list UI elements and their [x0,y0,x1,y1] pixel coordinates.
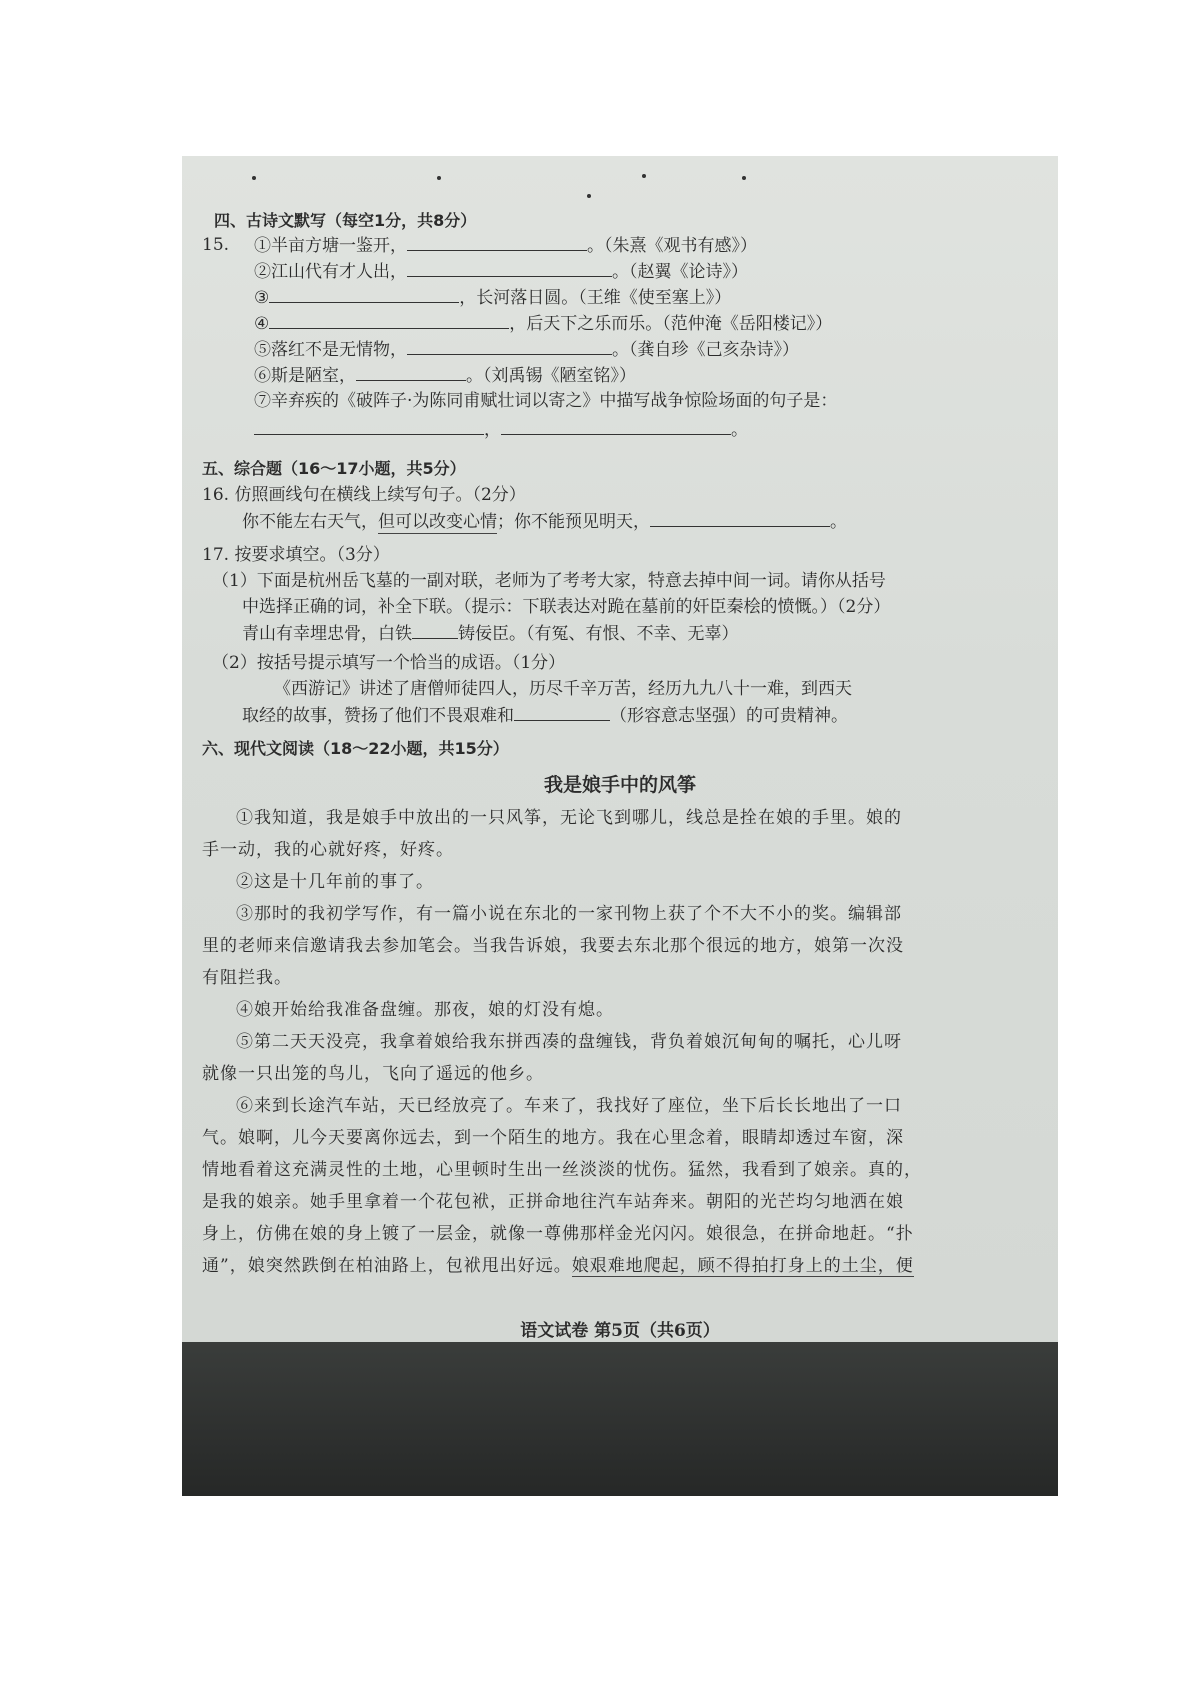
poem-item-7: ⑦辛弃疾的《破阵子·为陈同甫赋壮词以寄之》中描写战争惊险场面的句子是： [254,391,838,411]
article-line: 气。娘啊，儿今天要离你远去，到一个陌生的地方。我在心里念着，眼睛却透过车窗，深 [202,1128,904,1148]
speck [742,176,746,180]
article-body [202,802,1032,1282]
speck [642,174,646,178]
answer-blank[interactable] [650,510,830,527]
question-17: 17. 按要求填空。（3分） [202,545,390,565]
question-17-2-line-1: （2）按括号提示填写一个恰当的成语。（1分） [212,653,566,673]
answer-blank[interactable] [514,704,610,721]
poem-item-7-answer-line: ， 。 [254,418,748,441]
section-4-header: 四、古诗文默写（每空1分，共8分） [214,211,477,230]
article-line: 里的老师来信邀请我去参加笔会。当我告诉娘，我要去东北那个很远的地方，娘第一次没 [202,936,904,956]
answer-blank[interactable] [269,286,459,303]
underlined-sentence: 娘艰难地爬起，顾不得拍打身上的土尘，便 [571,1256,914,1276]
speck [437,176,441,180]
question-17-2-line-2: 《西游记》讲述了唐僧师徒四人，历尽千辛万苦，经历九九八十一难，到西天 [274,679,852,699]
poem-item-1: ①半亩方塘一鉴开， 。（朱熹《观书有感》） [254,236,757,256]
article-line: 手一动，我的心就好疼，好疼。 [202,840,454,860]
question-17-2-line-3: 取经的故事，赞扬了他们不畏艰难和 （形容意志坚强）的可贵精神。 [242,706,848,726]
exam-sheet [182,156,1058,1342]
poem-item-5: ⑤落红不是无情物， 。（龚自珍《己亥杂诗》） [254,340,799,360]
question-17-1-line-1: （1）下面是杭州岳飞墓的一副对联，老师为了考考大家，特意去掉中间一词。请你从括号 [212,571,886,591]
article-title: 我是娘手中的风筝 [543,774,696,796]
section-5-header: 五、综合题（16～17小题，共5分） [202,459,466,478]
article-line: 通”，娘突然跌倒在柏油路上，包袱甩出好远。娘艰难地爬起，顾不得拍打身上的土尘，便 [202,1256,914,1276]
article-line: ③那时的我初学写作，有一篇小说在东北的一家刊物上获了个不大不小的奖。编辑部 [236,904,902,924]
page-footer: 语文试卷 第5页（共6页） [520,1321,720,1341]
answer-blank[interactable] [269,312,509,329]
question-15-number: 15. [202,235,230,255]
question-17-1-couplet: 青山有幸埋忠骨，白铁 铸佞臣。（有冤、有恨、不幸、无辜） [242,624,739,644]
article-line: 身上，仿佛在娘的身上镀了一层金，就像一尊佛那样金光闪闪。娘很急，在拼命地赶。“扑 [202,1224,914,1244]
answer-blank[interactable] [356,364,466,381]
answer-blank[interactable] [254,418,484,435]
question-16: 16. 仿照画线句在横线上续写句子。（2分） [202,485,526,505]
answer-blank[interactable] [407,260,612,277]
section-6-header: 六、现代文阅读（18～22小题，共15分） [202,739,509,758]
question-16-sentence: 你不能左右天气，但可以改变心情；你不能预见明天， 。 [242,512,847,532]
photo-of-exam-page [182,156,1058,1496]
article-line: ⑤第二天天没亮，我拿着娘给我东拼西凑的盘缠钱，背负着娘沉甸甸的嘱托，心儿呀 [236,1032,902,1052]
answer-blank[interactable] [407,338,612,355]
speck [587,194,591,198]
dark-background-area [182,1342,1058,1496]
article-line: ④娘开始给我准备盘缠。那夜，娘的灯没有熄。 [236,1000,614,1020]
article-line: 情地看着这充满灵性的土地，心里顿时生出一丝淡淡的忧伤。猛然，我看到了娘亲。真的， [202,1160,922,1180]
speck [252,176,256,180]
article-line: 有阻拦我。 [202,968,292,988]
poem-item-6: ⑥斯是陋室， 。（刘禹锡《陋室铭》） [254,366,636,386]
question-17-1-line-2: 中选择正确的词，补全下联。（提示：下联表达对跪在墓前的奸臣秦桧的愤慨。）（2分） [242,597,891,617]
answer-blank[interactable] [501,418,731,435]
article-line: 就像一只出笼的鸟儿，飞向了遥远的他乡。 [202,1064,544,1084]
article-line: ⑥来到长途汽车站，天已经放亮了。车来了，我找好了座位，坐下后长长地出了一口 [236,1096,902,1116]
article-line: 是我的娘亲。她手里拿着一个花包袱，正拼命地往汽车站奔来。朝阳的光芒均匀地洒在娘 [202,1192,904,1212]
poem-item-3: ③ ，长河落日圆。（王维《使至塞上》） [254,288,732,308]
poem-item-2: ②江山代有才人出， 。（赵翼《论诗》） [254,262,748,282]
answer-blank[interactable] [412,622,458,639]
poem-item-4: ④ ，后天下之乐而乐。（范仲淹《岳阳楼记》） [254,314,833,334]
article-line: ②这是十几年前的事了。 [236,872,434,892]
article-line: ①我知道，我是娘手中放出的一只风筝，无论飞到哪儿，线总是拴在娘的手里。娘的 [236,808,902,828]
answer-blank[interactable] [407,234,587,251]
